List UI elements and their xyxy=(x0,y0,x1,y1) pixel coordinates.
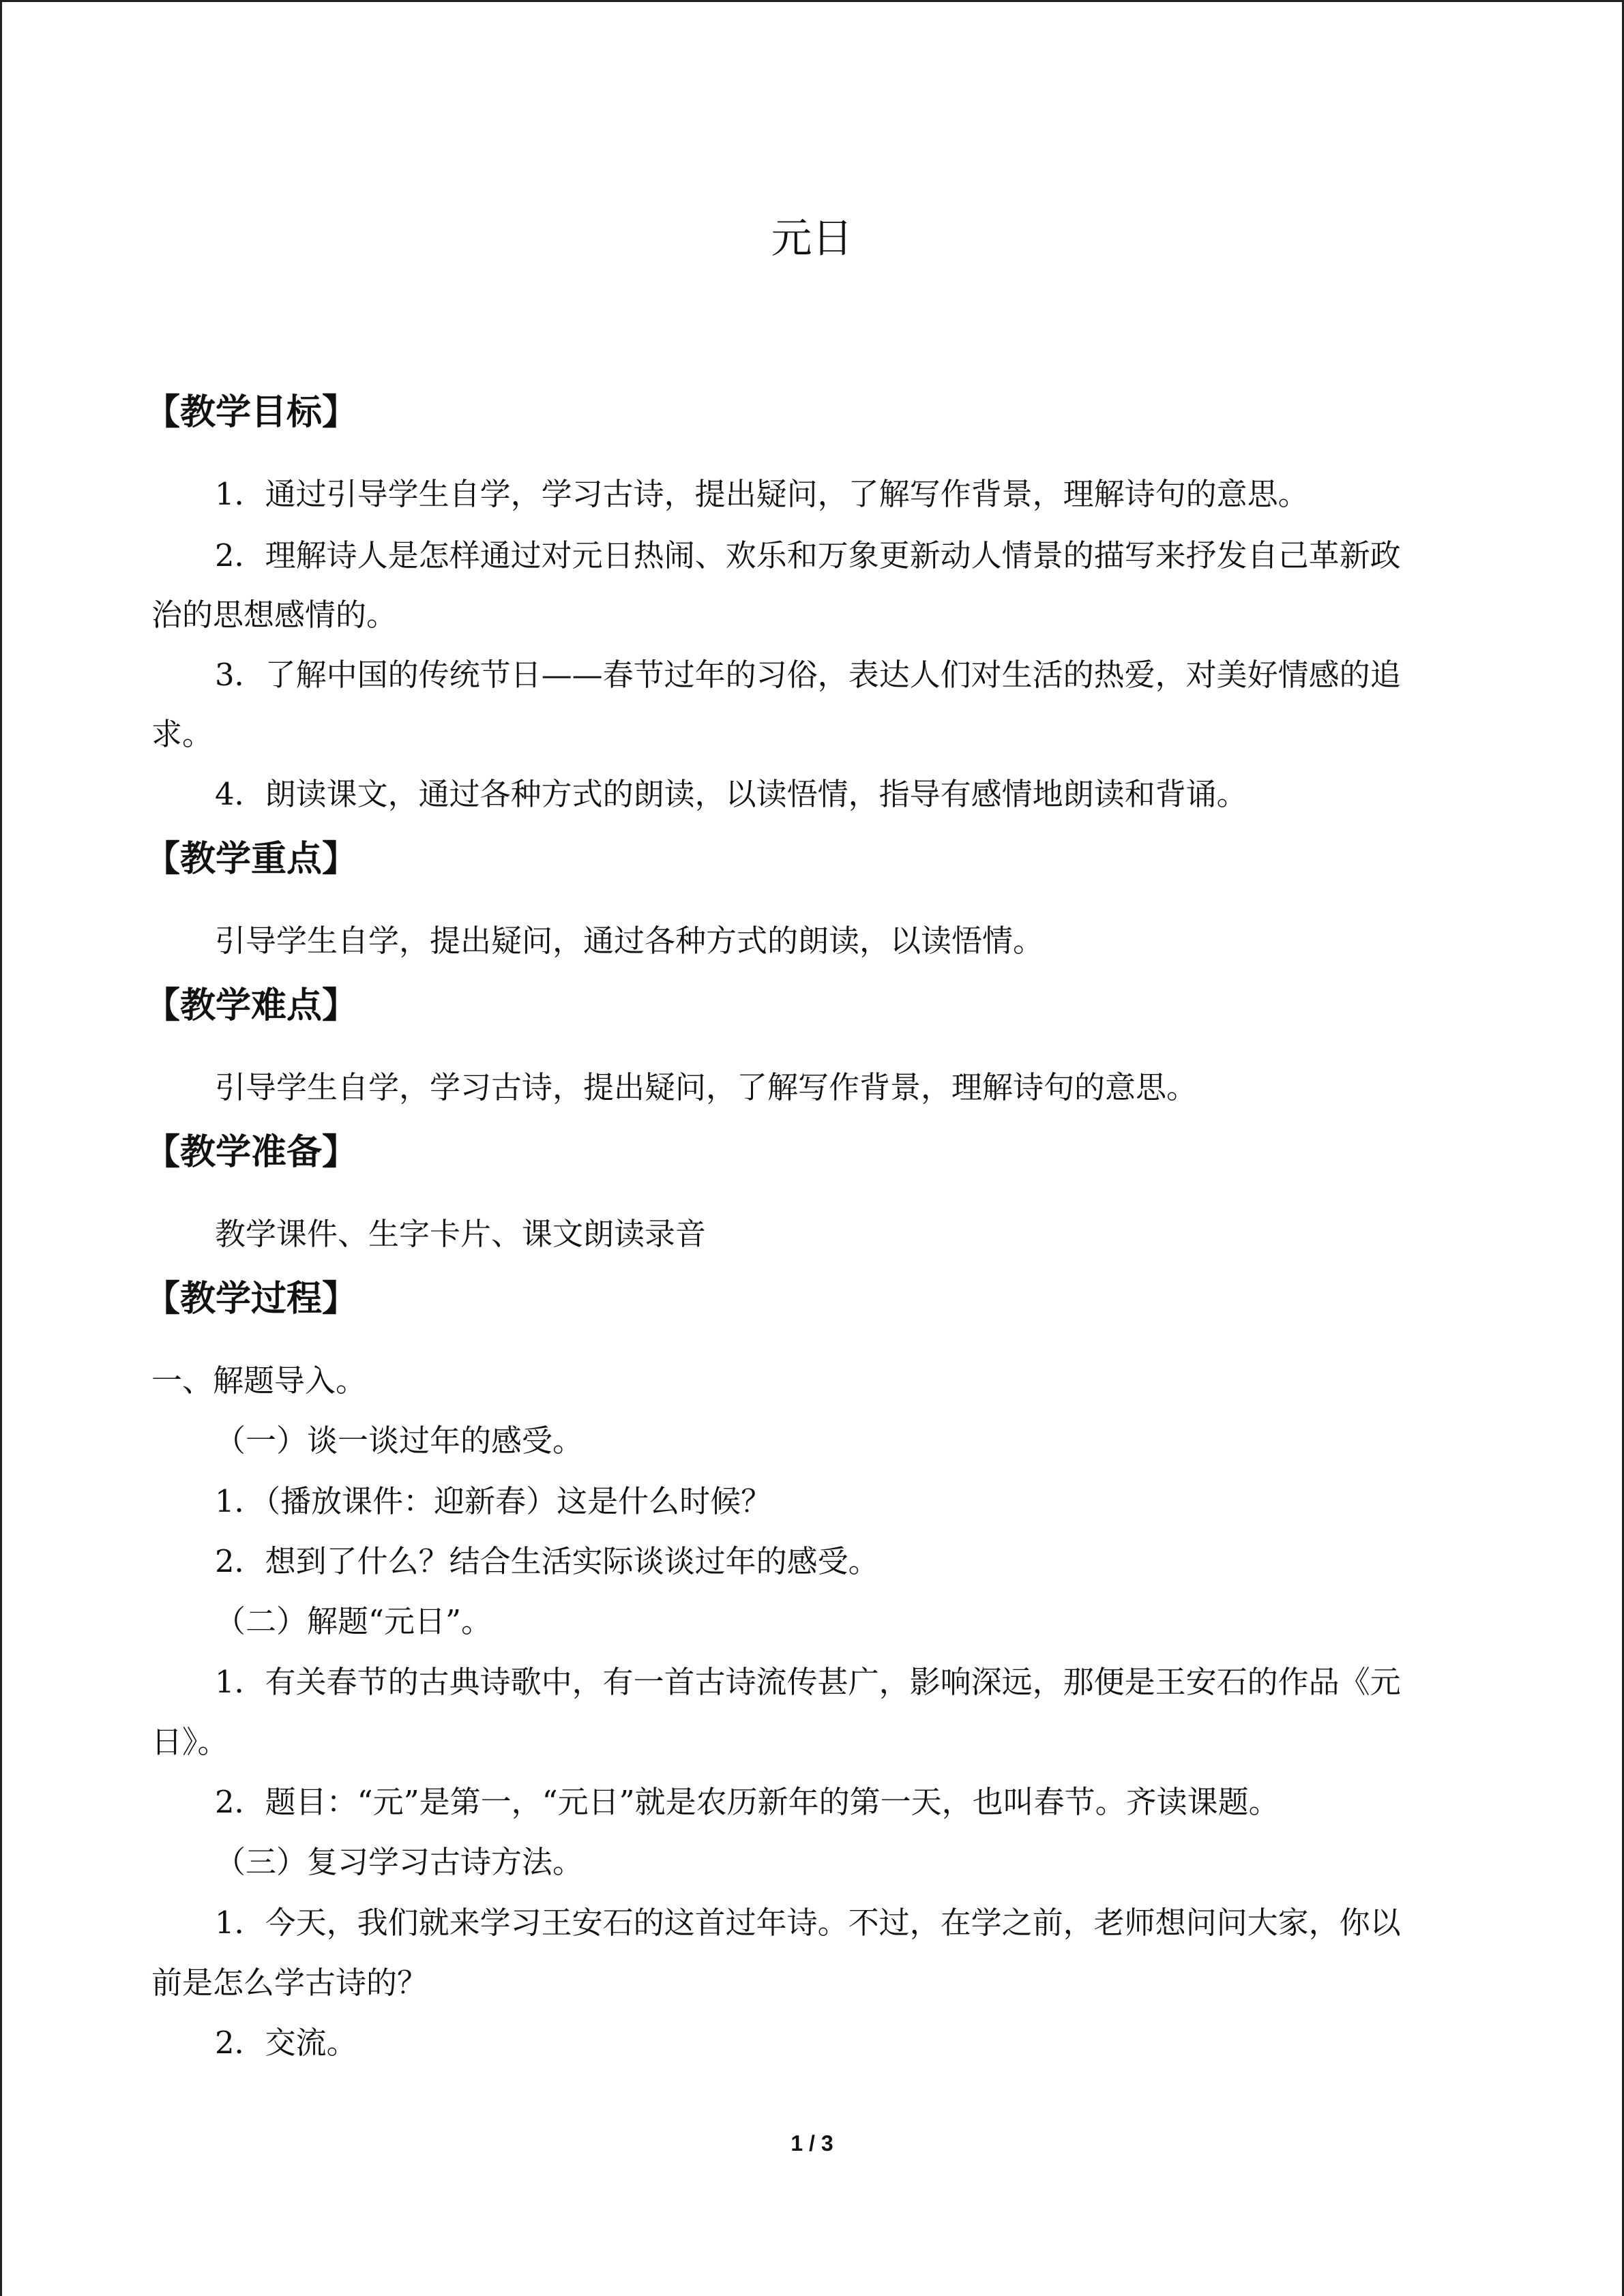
process-line: 1．有关春节的古典诗歌中，有一首古诗流传甚广，影响深远，那便是王安石的作品《元 xyxy=(215,1664,1401,1700)
process-line: 一、解题导入。 xyxy=(151,1362,367,1399)
page-title: 元日 xyxy=(771,215,853,263)
goal-item: 2．理解诗人是怎样通过对元日热闹、欢乐和万象更新动人情景的描写来抒发自己革新政 xyxy=(215,537,1401,573)
process-line-cont: 前是怎么学古诗的？ xyxy=(151,1965,428,2001)
heading-preparation: 【教学准备】 xyxy=(145,1132,358,1173)
process-line-cont: 日》。 xyxy=(151,1724,228,1760)
goal-item: 3．了解中国的传统节日——春节过年的习俗，表达人们对生活的热爱，对美好情感的追 xyxy=(215,657,1401,693)
heading-key-points: 【教学重点】 xyxy=(145,839,358,880)
page-number: 1 / 3 xyxy=(791,2131,833,2156)
difficulties-text: 引导学生自学，学习古诗，提出疑问，了解写作背景，理解诗句的意思。 xyxy=(215,1069,1198,1105)
process-line: 1．（播放课件：迎新春）这是什么时候？ xyxy=(215,1483,772,1519)
goal-item: 4．朗读课文，通过各种方式的朗读，以读悟情，指导有感情地朗读和背诵。 xyxy=(215,776,1247,812)
process-line: （三）复习学习古诗方法。 xyxy=(215,1844,584,1880)
heading-difficulties: 【教学难点】 xyxy=(145,985,358,1026)
heading-process: 【教学过程】 xyxy=(145,1279,358,1320)
goal-item: 1．通过引导学生自学，学习古诗，提出疑问，了解写作背景，理解诗句的意思。 xyxy=(215,476,1309,512)
goal-item-cont: 治的思想感情的。 xyxy=(151,597,398,633)
heading-goals: 【教学目标】 xyxy=(145,392,358,433)
preparation-text: 教学课件、生字卡片、课文朗读录音 xyxy=(215,1216,707,1252)
process-line: 2．想到了什么？结合生活实际谈谈过年的感受。 xyxy=(215,1543,879,1579)
process-line: 1．今天，我们就来学习王安石的这首过年诗。不过，在学之前，老师想问问大家，你以 xyxy=(215,1905,1401,1941)
process-line: 2．题目：“元”是第一，“元日”就是农历新年的第一天，也叫春节。齐读课题。 xyxy=(215,1784,1280,1820)
goal-item-cont: 求。 xyxy=(151,716,213,752)
key-points-text: 引导学生自学，提出疑问，通过各种方式的朗读，以读悟情。 xyxy=(215,923,1044,959)
process-line: （二）解题“元日”。 xyxy=(215,1603,492,1639)
process-line: （一）谈一谈过年的感受。 xyxy=(215,1422,584,1459)
process-line: 2．交流。 xyxy=(215,2025,357,2061)
